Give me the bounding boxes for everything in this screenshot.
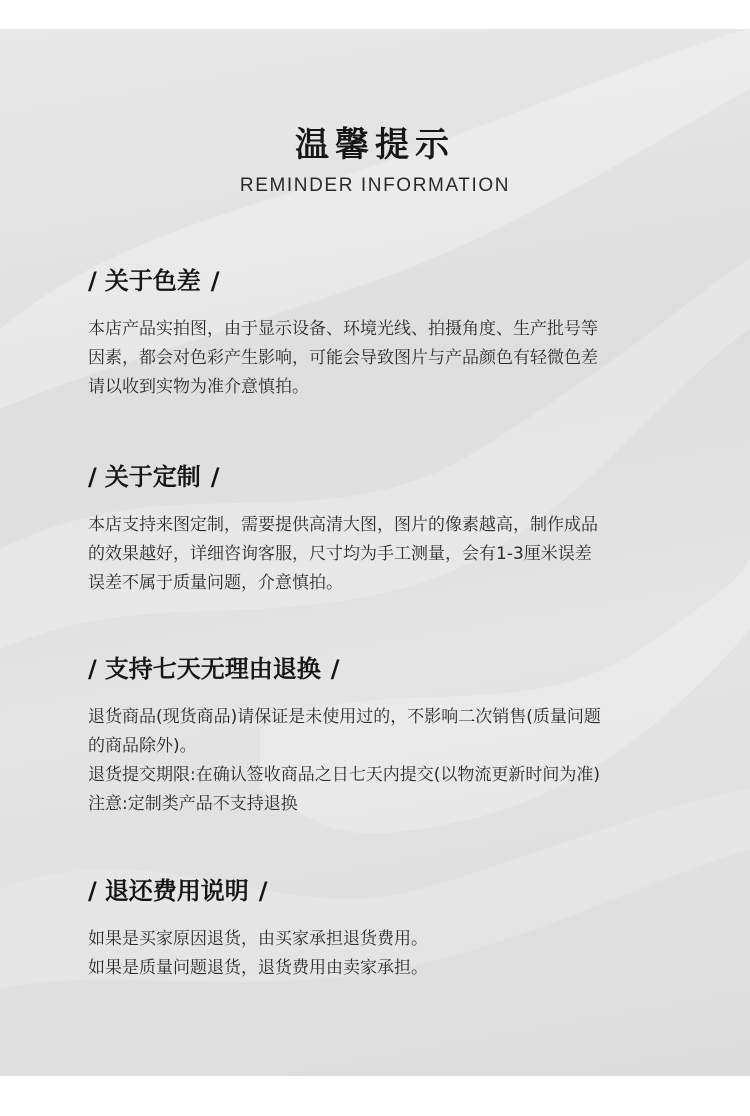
section-body [88,925,688,983]
section-heading [88,651,688,687]
slash-right: / [210,463,220,491]
section-heading-label: 关于色差 [104,267,201,295]
slash-right: / [330,655,340,683]
section-return-fees [88,873,688,983]
body-line: 退货商品(现货商品)请保证是未使用过的，不影响二次销售(质量问题 [88,707,601,727]
body-line: 如果是买家原因退货，由买家承担退货费用。 [88,929,428,949]
section-heading-label: 关于定制 [104,463,201,491]
section-heading [88,459,688,495]
section-customization [88,459,688,598]
section-body [88,511,688,598]
slash-left: / [88,877,97,905]
section-heading-label: 支持七天无理由退换 [104,655,321,683]
bottom-margin [0,1076,750,1116]
section-heading [88,263,688,299]
slash-left: / [88,655,97,683]
section-seven-day-return [88,651,688,819]
body-line: 请以收到实物为准介意慎拍。 [88,377,309,397]
section-body [88,703,688,819]
section-heading [88,873,688,909]
slash-left: / [88,267,97,295]
page-subtitle: REMINDER INFORMATION [239,175,511,196]
slash-right: / [210,267,220,295]
body-line: 注意:定制类产品不支持退换 [88,794,298,814]
page-title: 温馨提示 [295,125,455,165]
body-line: 误差不属于质量问题，介意慎拍。 [88,573,343,593]
body-line: 因素，都会对色彩产生影响，可能会导致图片与产品颜色有轻微色差 [88,348,598,368]
section-heading-label: 退还费用说明 [104,877,249,905]
body-line: 的效果越好，详细咨询客服，尺寸均为手工测量，会有1-3厘米误差 [88,544,592,564]
body-line: 本店支持来图定制，需要提供高清大图，图片的像素越高，制作成品 [88,515,598,535]
body-line: 退货提交期限:在确认签收商品之日七天内提交(以物流更新时间为准) [88,765,600,785]
body-line: 的商品除外)。 [88,736,197,756]
reminder-panel [0,29,750,1076]
body-line: 本店产品实拍图，由于显示设备、环境光线、拍摄角度、生产批号等 [88,319,598,339]
section-body [88,315,688,402]
slash-left: / [88,463,97,491]
slash-right: / [258,877,268,905]
body-line: 如果是质量问题退货，退货费用由卖家承担。 [88,958,428,978]
section-color-difference [88,263,688,402]
